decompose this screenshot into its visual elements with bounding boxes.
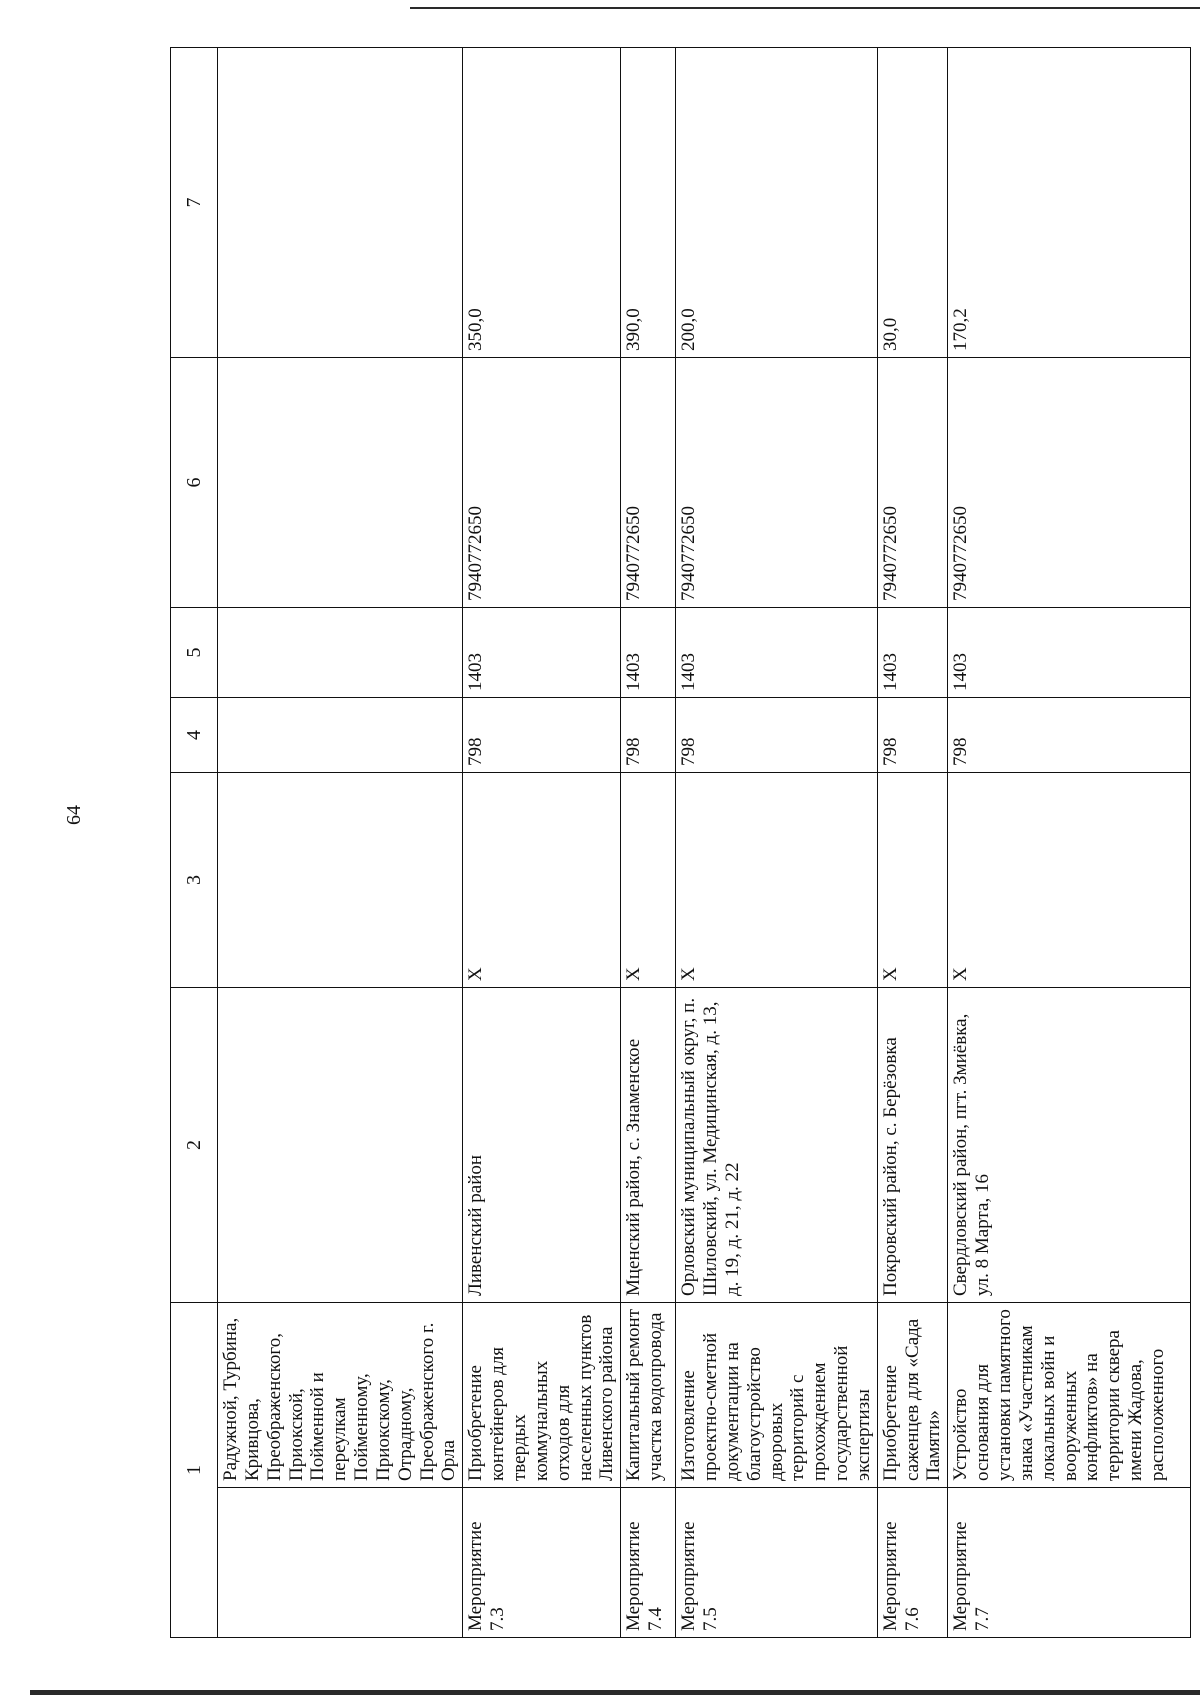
column-3-cell: Х: [948, 773, 1191, 988]
header-cell: 2: [171, 988, 218, 1303]
table-row: [877, 48, 948, 1638]
event-description-cell: Капитальный ремонт участка водопровода: [621, 1303, 676, 1488]
column-4-cell: 798: [676, 698, 878, 773]
table-header-row: [171, 48, 218, 1638]
table-row: [218, 48, 463, 1638]
column-7-cell: 30,0: [877, 48, 948, 358]
event-description-cell: Приобретение саженцев для «Сада Памяти»: [877, 1303, 948, 1488]
location-cell: Орловский муниципальный округ, п. Шиловский, ул. Медицинская, д. 13, д. 19, д. 21, д. 22: [676, 988, 878, 1303]
table-row: [463, 48, 621, 1638]
column-5-cell: 1403: [948, 608, 1191, 698]
header-cell: 6: [171, 358, 218, 608]
column-6-cell: 7940772650: [463, 358, 621, 608]
column-4-cell: 798: [621, 698, 676, 773]
column-7-cell: 200,0: [676, 48, 878, 358]
column-6-cell: 7940772650: [676, 358, 878, 608]
event-description-cell: Устройство основания для установки памятного знака «Участникам локальных войн и вооруженных конфликтов» на территории сквера имени Жадова, расположенного: [948, 1303, 1191, 1488]
document-table: [170, 47, 1191, 1638]
header-cell: 4: [171, 698, 218, 773]
column-5-cell: 1403: [463, 608, 621, 698]
column-5-cell: 1403: [676, 608, 878, 698]
location-cell: Мценский район, с. Знаменское: [621, 988, 676, 1303]
header-cell: 1: [171, 1303, 218, 1638]
table-row: [948, 48, 1191, 1638]
scan-edge-bottom: [30, 1690, 1200, 1695]
column-4-cell: 798: [948, 698, 1191, 773]
column-7-cell: 350,0: [463, 48, 621, 358]
header-cell: 3: [171, 773, 218, 988]
column-3-cell: Х: [621, 773, 676, 988]
header-cell: 5: [171, 608, 218, 698]
column-6-cell: [218, 358, 463, 608]
column-3-cell: Х: [676, 773, 878, 988]
page-number: 64: [63, 805, 85, 825]
column-3-cell: [218, 773, 463, 988]
column-4-cell: [218, 698, 463, 773]
location-cell: [218, 988, 463, 1303]
table-row: [621, 48, 676, 1638]
column-6-cell: 7940772650: [877, 358, 948, 608]
header-cell: 7: [171, 48, 218, 358]
column-7-cell: 170,2: [948, 48, 1191, 358]
event-description-cell: Приобретение контейнеров для твердых коммунальных отходов для населенных пунктов Ливенского района: [463, 1303, 621, 1488]
column-3-cell: Х: [877, 773, 948, 988]
column-6-cell: 7940772650: [621, 358, 676, 608]
column-5-cell: 1403: [877, 608, 948, 698]
column-5-cell: 1403: [621, 608, 676, 698]
location-cell: Ливенский район: [463, 988, 621, 1303]
event-number-cell: Мероприятие 7.7: [948, 1488, 1191, 1638]
location-cell: Свердловский район, пгт. Змиёвка, ул. 8 Марта, 16: [948, 988, 1191, 1303]
location-cell: Покровский район, с. Берёзовка: [877, 988, 948, 1303]
event-description-cell: Радужной, Турбина, Кривцова, Преображенского, Приокской, Пойменной и переулкам Пойменному, Приокскому, Отрадному, Преображенского г. Орла: [218, 1303, 463, 1488]
table-row: [676, 48, 878, 1638]
event-number-cell: Мероприятие 7.4: [621, 1488, 676, 1638]
event-number-cell: Мероприятие 7.6: [877, 1488, 948, 1638]
column-6-cell: 7940772650: [948, 358, 1191, 608]
column-5-cell: [218, 608, 463, 698]
column-7-cell: [218, 48, 463, 358]
column-4-cell: 798: [877, 698, 948, 773]
scan-edge-top: [410, 7, 1200, 9]
column-3-cell: Х: [463, 773, 621, 988]
event-number-cell: Мероприятие 7.5: [676, 1488, 878, 1638]
column-7-cell: 390,0: [621, 48, 676, 358]
event-description-cell: Изготовление проектно-сметной документации на благоустройство дворовых территорий с прохождением государственной экспертизы: [676, 1303, 878, 1488]
event-number-cell: Мероприятие 7.3: [463, 1488, 621, 1638]
document-table-container: [170, 48, 1168, 1638]
event-number-cell: [218, 1488, 463, 1638]
column-4-cell: 798: [463, 698, 621, 773]
